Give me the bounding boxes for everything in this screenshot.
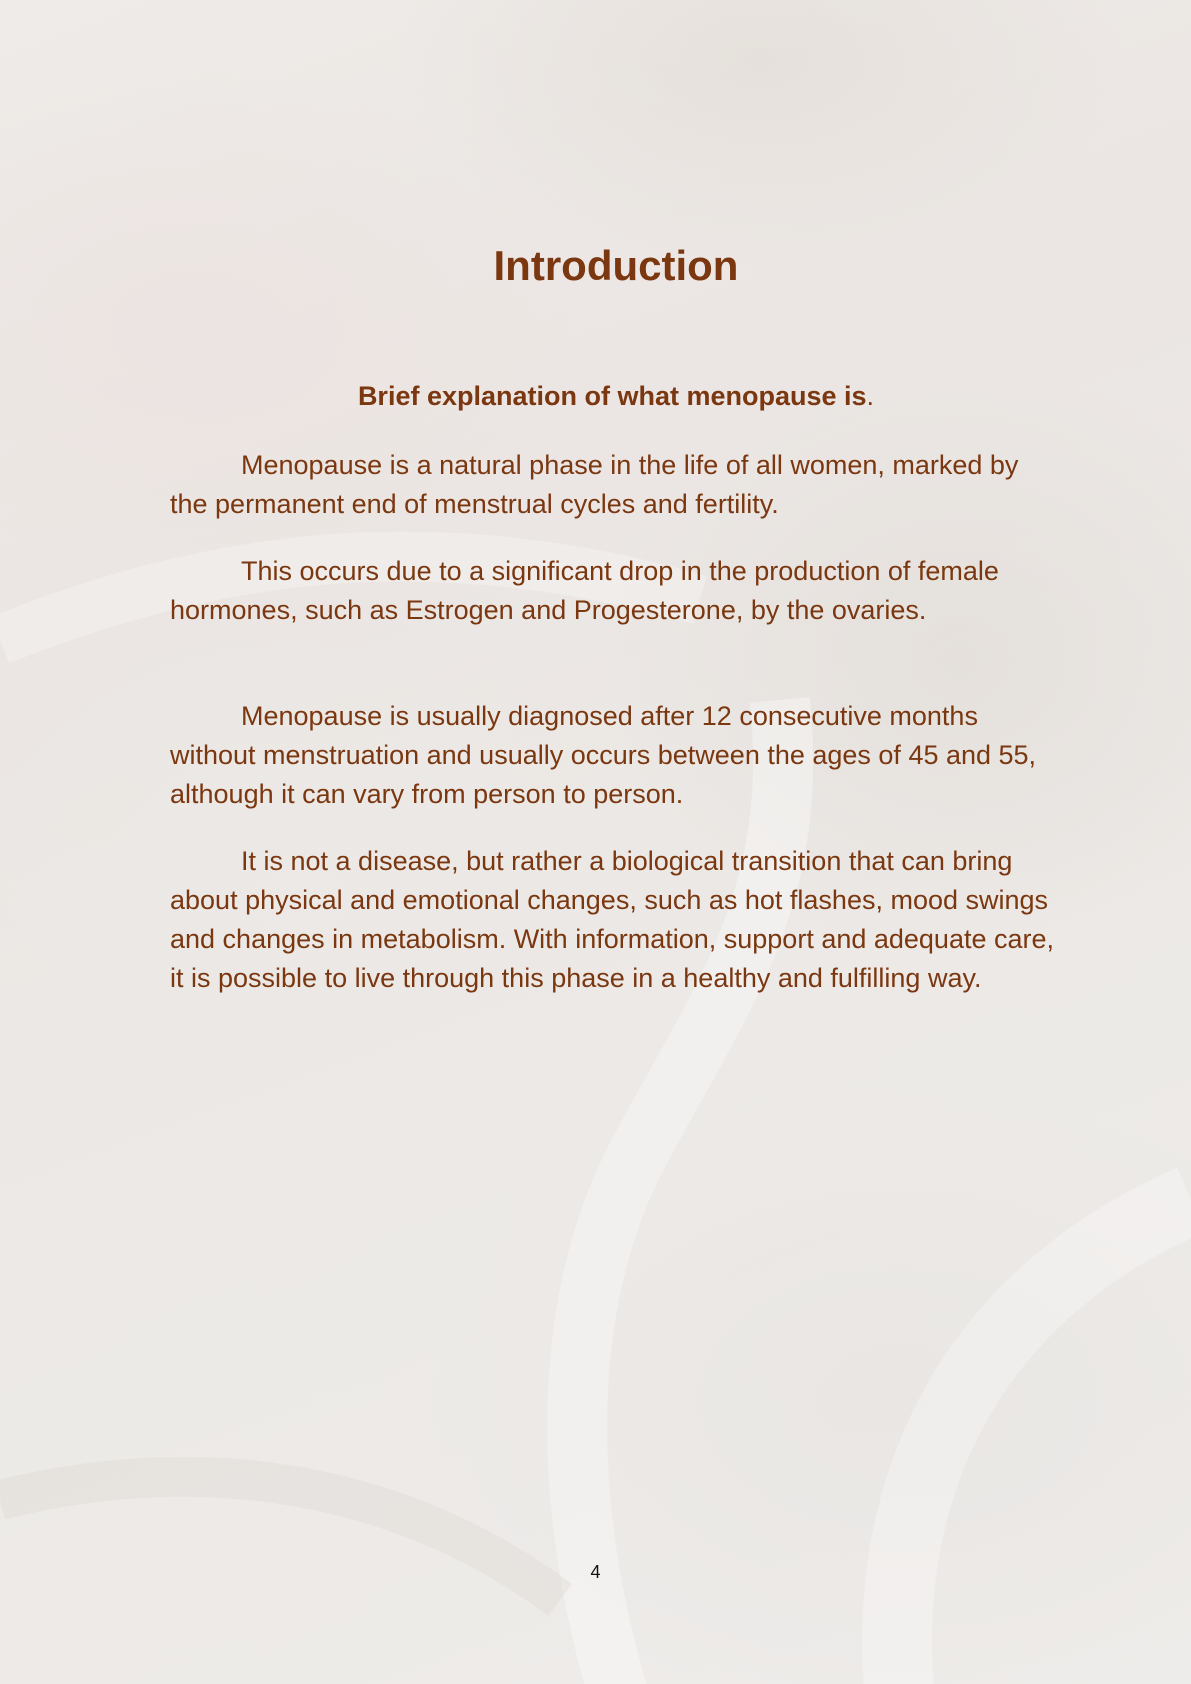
body-paragraph-3: Menopause is usually diagnosed after 12 consecutive months without menstruation and usually occurs between the ages of 45 and 55, although it can vary from person to person. xyxy=(170,701,1037,809)
body-paragraph-2: This occurs due to a significant drop in the production of female hormones, such as Estrogen and Progesterone, by the ovaries. xyxy=(170,556,999,625)
body-paragraph-1: Menopause is a natural phase in the life of all women, marked by the permanent end of menstrual cycles and fertility. xyxy=(170,450,1019,519)
body-paragraph-4: It is not a disease, but rather a biological transition that can bring about physical and emotional changes, such as hot flashes, mood swings and changes in metabolism. With information, support and adequate care, it is possible to live through this phase in a healthy and fulfilling way. xyxy=(170,846,1055,993)
subtitle-period: . xyxy=(866,381,875,411)
background-fold-3 xyxy=(897,1200,1191,1684)
page-number: 4 xyxy=(590,1562,601,1582)
page-title: Introduction xyxy=(493,242,739,289)
section-subtitle xyxy=(170,378,1062,414)
subtitle-bold-text: Brief explanation of what menopause is xyxy=(357,381,867,411)
